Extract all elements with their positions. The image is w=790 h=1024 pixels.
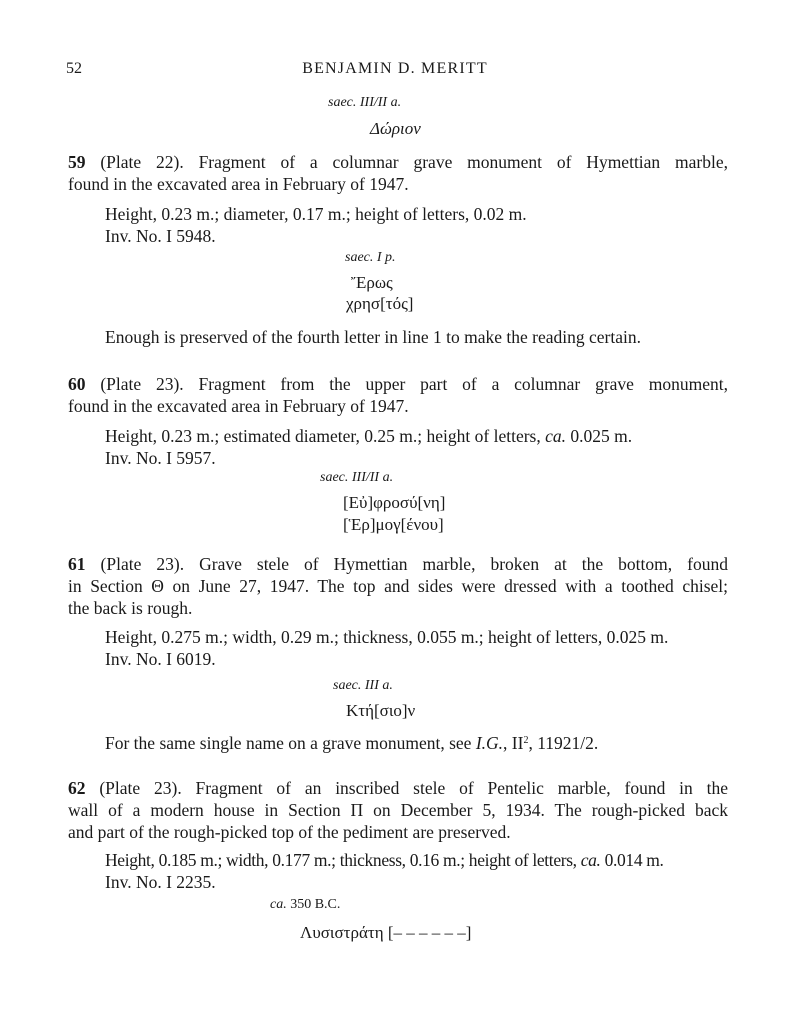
entry61-dimensions: Height, 0.275 m.; width, 0.29 m.; thickness, 0.055 m.; height of letters, 0.025 m. [105,627,669,647]
entry59-text-line2: χρησ[τός] [346,294,414,313]
running-title: BENJAMIN D. MERITT [302,60,488,77]
entry60-text-line2: [Ἑρ]μογ[ένου] [343,515,444,534]
entry61-date: saec. III a. [333,678,393,693]
entry61-intro: 61 (Plate 23). Grave stele of Hymettian marble, broken at the bottom, found in Section Θ on June 27, 1947. The top and sides were dressed with a toothed chisel; the back is rough. [68,554,728,618]
page-number: 52 [66,60,82,77]
entry61-comment: For the same single name on a grave monument, see I.G., $II^2$, 11921/2. [105,733,599,753]
entry62-number: 62 [68,778,86,798]
entry62-date: ca. 350 B.C. [270,897,341,912]
entry61-inventory: Inv. No. I 6019. [105,649,216,669]
entry59-intro: 59 (Plate 22). Fragment of a columnar grave monument of Hymettian marble, found in the excavated area in February of 1947. [68,152,728,194]
entry62-dimensions: Height, 0.185 m.; width, 0.177 m.; thickness, 0.16 m.; height of letters, ca. 0.014 m. [105,850,664,870]
entry62-intro: 62 (Plate 23). Fragment of an inscribed stele of Pentelic marble, found in the wall of a modern house in Section Π on December 5, 1934. The rough-picked back and part of the rough-picked top of the pediment are preserved. [68,778,728,842]
entry59-inventory: Inv. No. I 5948. [105,226,216,246]
entry60-intro: 60 (Plate 23). Fragment from the upper part of a columnar grave monument, found in the excavated area in February of 1947. [68,374,728,416]
entry62-text-line1: Λυσιστράτη [– – – – – –] [300,923,472,942]
entry59-number: 59 [68,152,86,172]
entry59-dimensions: Height, 0.23 m.; diameter, 0.17 m.; height of letters, 0.02 m. [105,204,527,224]
entry58-text: Δώριον [370,119,421,138]
entry60-number: 60 [68,374,86,394]
entry60-dimensions: Height, 0.23 m.; estimated diameter, 0.25 m.; height of letters, ca. 0.025 m. [105,426,633,446]
entry58-date: saec. III/II a. [328,95,402,110]
entry59-comment: Enough is preserved of the fourth letter in line 1 to make the reading certain. [105,327,641,347]
entry60-date: saec. III/II a. [320,470,394,485]
entry62-inventory: Inv. No. I 2235. [105,872,216,892]
entry61-number: 61 [68,554,86,574]
entry59-text-line1: Ἔρως [351,273,393,292]
entry60-inventory: Inv. No. I 5957. [105,448,216,468]
entry60-text-line1: [Εὐ]φροσύ[νη] [343,493,446,512]
entry59-date: saec. I p. [345,250,396,265]
entry61-text-line1: Κτή[σιο]ν [346,701,416,720]
